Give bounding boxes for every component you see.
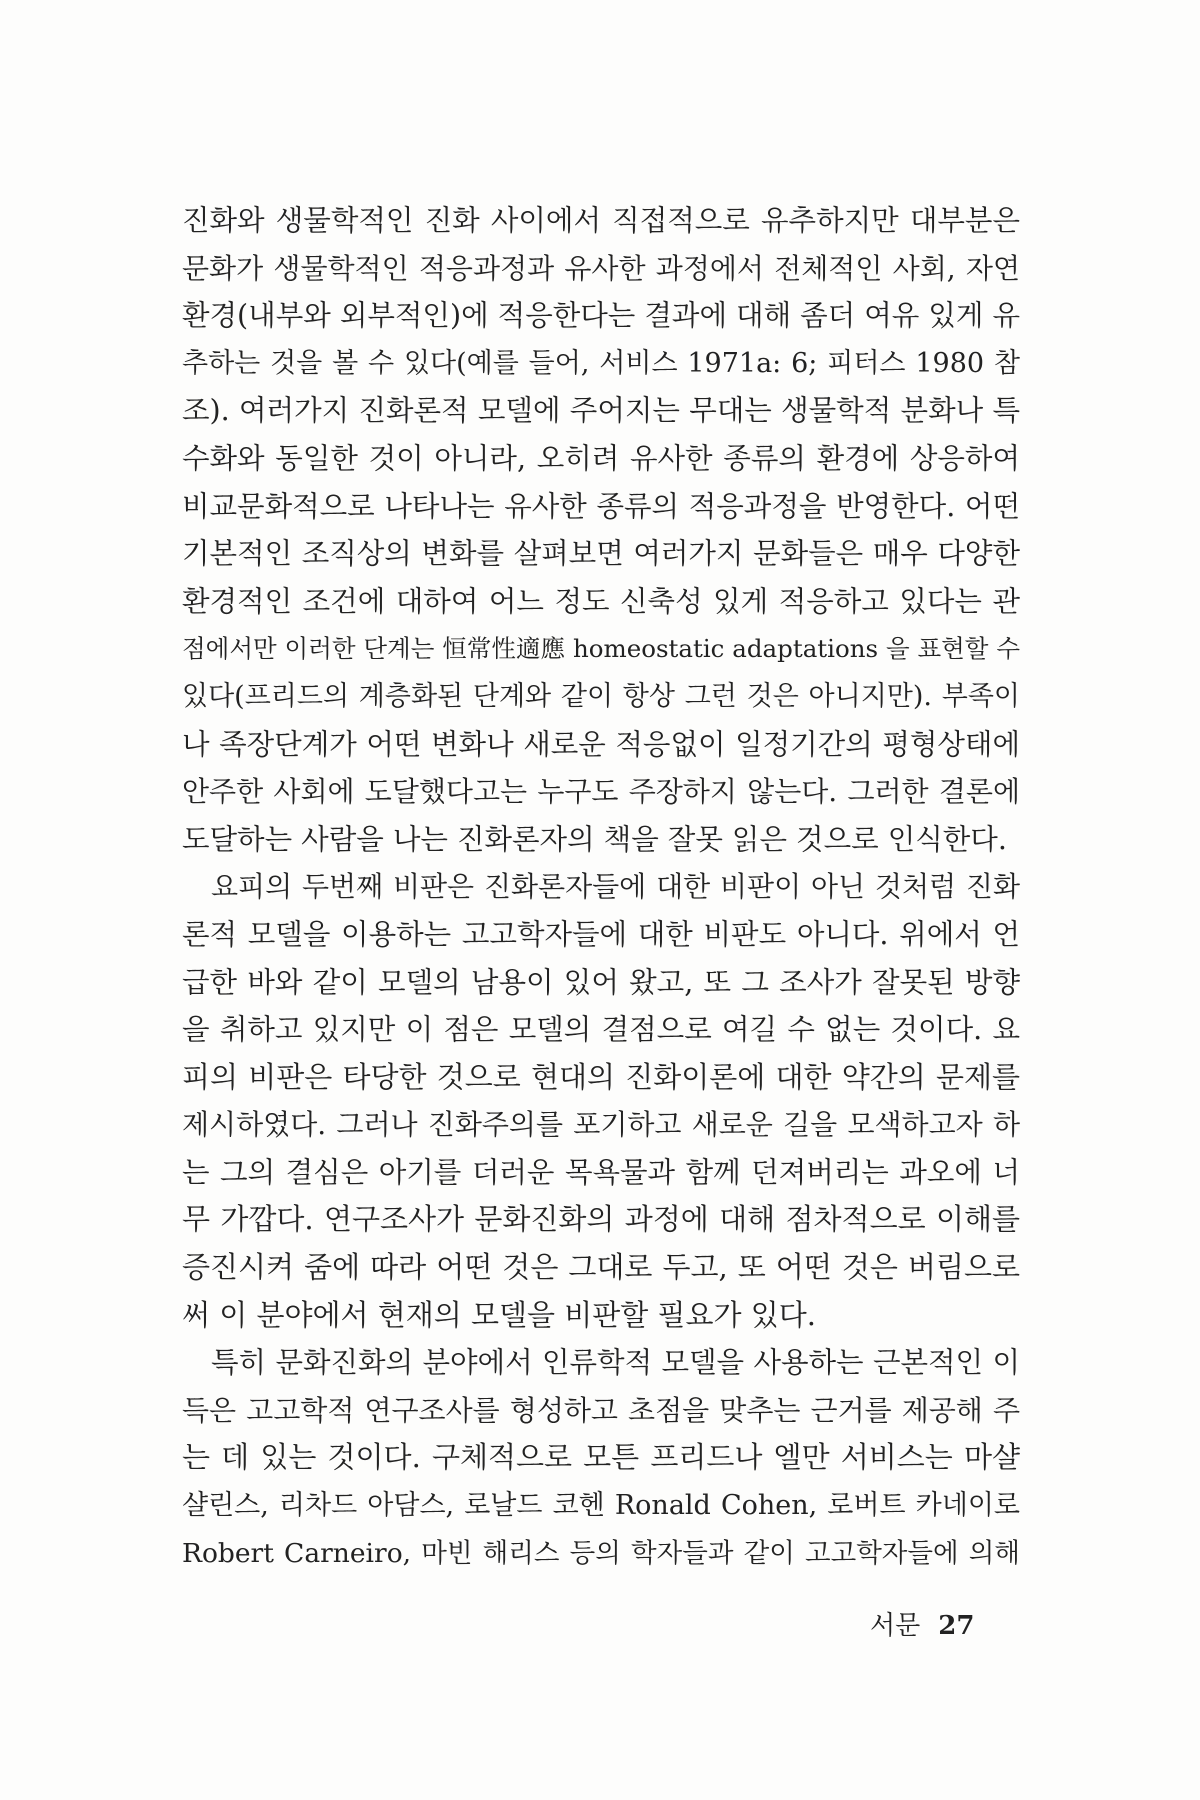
text-line: 는 그의 결심은 아기를 더러운 목욕물과 함께 던져버리는 과오에 너 — [182, 1155, 1020, 1189]
text-line: 나 족장단계가 어떤 변화나 새로운 적응없이 일정기간의 평형상태에 — [182, 727, 1020, 761]
text-line: 요피의 두번째 비판은 진화론자들에 대한 비판이 아닌 것처럼 진화 — [211, 870, 1020, 904]
text-line: 론적 모델을 이용하는 고고학자들에 대한 비판도 아니다. 위에서 언 — [182, 917, 1020, 951]
text-line: 추하는 것을 볼 수 있다(예를 들어, 서비스 1971a: 6; 피터스 1980 참 — [182, 347, 1020, 379]
text-line: 점에서만 이러한 단계는 恒常性適應 homeostatic adaptations 을 표현할 수 — [182, 634, 1020, 664]
body-text — [182, 197, 1020, 1577]
text-line: 피의 비판은 타당한 것으로 현대의 진화이론에 대한 약간의 문제를 — [182, 1059, 1020, 1094]
paragraph-1 — [182, 197, 1020, 863]
text-line: 증진시켜 줌에 따라 어떤 것은 그대로 두고, 또 어떤 것은 버림으로 — [182, 1250, 1020, 1285]
text-line: Robert Carneiro, 마빈 해리스 등의 학자들과 같이 고고학자들에 의해 — [182, 1537, 1020, 1569]
text-line: 비교문화적으로 나타나는 유사한 종류의 적응과정을 반영한다. 어떤 — [182, 489, 1020, 523]
text-line: 도달하는 사람을 나는 진화론자의 책을 잘못 읽은 것으로 인식한다. — [182, 822, 1007, 856]
paragraph-2 — [182, 863, 1020, 1339]
text-line: 문화가 생물학적인 적응과정과 유사한 과정에서 전체적인 사회, 자연 — [182, 251, 1020, 285]
text-line: 샬린스, 리차드 아담스, 로날드 코헨 Ronald Cohen, 로버트 카네이로 — [182, 1490, 1020, 1522]
text-line: 조). 여러가지 진화론적 모델에 주어지는 무대는 생물학적 분화나 특 — [182, 394, 1020, 428]
text-line: 환경적인 조건에 대하여 어느 정도 신축성 있게 적응하고 있다는 관 — [182, 584, 1020, 618]
running-footer-section: 서문 — [870, 1611, 921, 1641]
text-line: 수화와 동일한 것이 아니라, 오히려 유사한 종류의 환경에 상응하여 — [182, 441, 1020, 475]
page-number: 27 — [938, 1611, 975, 1641]
text-line: 급한 바와 같이 모델의 남용이 있어 왔고, 또 그 조사가 잘못된 방향 — [182, 965, 1020, 999]
text-line: 는 데 있는 것이다. 구체적으로 모튼 프리드나 엘만 서비스는 마샬 — [182, 1440, 1020, 1475]
text-line: 무 가깝다. 연구조사가 문화진화의 과정에 대해 점차적으로 이해를 — [182, 1202, 1020, 1237]
paragraph-3 — [182, 1339, 1020, 1577]
text-line: 환경(내부와 외부적인)에 적응한다는 결과에 대해 좀더 여유 있게 유 — [182, 299, 1020, 333]
text-line: 득은 고고학적 연구조사를 형성하고 초점을 맞추는 근거를 제공해 주 — [182, 1393, 1020, 1427]
text-line: 진화와 생물학적인 진화 사이에서 직접적으로 유추하지만 대부분은 — [182, 204, 1020, 237]
text-line: 있다(프리드의 계층화된 단계와 같이 항상 그런 것은 아니지만). 부족이 — [182, 680, 1020, 712]
text-line: 써 이 분야에서 현재의 모델을 비판할 필요가 있다. — [182, 1297, 817, 1332]
text-line: 제시하였다. 그러나 진화주의를 포기하고 새로운 길을 모색하고자 하 — [182, 1108, 1020, 1142]
text-line: 특히 문화진화의 분야에서 인류학적 모델을 사용하는 근본적인 이 — [211, 1346, 1020, 1380]
text-line: 안주한 사회에 도달했다고는 누구도 주장하지 않는다. 그러한 결론에 — [182, 775, 1020, 809]
page-footer — [870, 1605, 974, 1642]
text-line: 을 취하고 있지만 이 점은 모델의 결점으로 여길 수 없는 것이다. 요 — [182, 1013, 1020, 1047]
text-line: 기본적인 조직상의 변화를 살펴보면 여러가지 문화들은 매우 다양한 — [182, 537, 1020, 571]
